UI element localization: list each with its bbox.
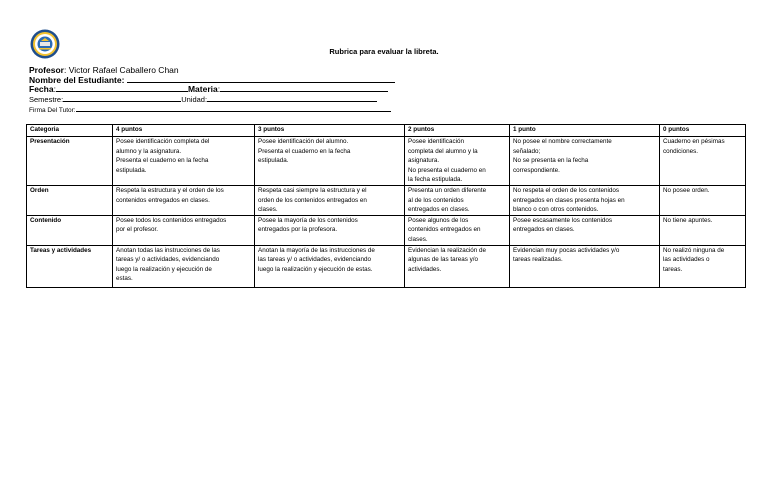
criteria-line: clases.: [258, 206, 278, 214]
header-1-punto: 1 punto: [510, 125, 660, 137]
criteria-cell: [405, 137, 510, 186]
criteria-line: Presenta un orden diferente: [408, 186, 487, 194]
criteria-line: actividades.: [408, 265, 442, 273]
fecha-label: Fecha: [29, 84, 54, 94]
criteria-line: contenidos entregados en: [408, 226, 481, 234]
header-2-puntos: 2 puntos: [405, 125, 510, 137]
criteria-cell: [660, 137, 746, 186]
materia-field[interactable]: [220, 83, 388, 92]
criteria-cell: [255, 215, 405, 245]
criteria-cell: [660, 215, 746, 245]
header-4-puntos: 4 puntos: [113, 125, 255, 137]
table-row: [27, 215, 746, 245]
criteria-cell: [255, 245, 405, 287]
criteria-cell: [405, 185, 510, 215]
criteria-line: Posee la mayoría de los contenidos: [258, 216, 358, 224]
table-row: [27, 245, 746, 287]
criteria-cell: [510, 137, 660, 186]
criteria-cell: [255, 185, 405, 215]
criteria-cell: [660, 185, 746, 215]
category-cell: Contenido: [27, 215, 113, 245]
criteria-line: orden de los contenidos entregados en: [258, 196, 367, 204]
criteria-line: estipulada.: [258, 157, 289, 165]
criteria-line: algunas de las tareas y/o: [408, 256, 479, 264]
estudiante-label: Nombre del Estudiante:: [29, 75, 125, 85]
criteria-line: No realizó ninguna de: [663, 246, 725, 254]
header-3-puntos: 3 puntos: [255, 125, 405, 137]
firma-field[interactable]: [76, 103, 391, 112]
profesor-value: : Victor Rafael Caballero Chan: [63, 65, 179, 75]
criteria-line: Presenta el cuaderno en la fecha: [116, 157, 209, 165]
criteria-line: Posee todos los contenidos entregados: [116, 216, 227, 224]
criteria-cell: [510, 185, 660, 215]
criteria-cell: [113, 137, 255, 186]
header-categoria: Categoria: [27, 125, 113, 137]
criteria-line: contenidos entregados en clases.: [116, 196, 210, 204]
criteria-line: al de los contenidos: [408, 196, 464, 204]
unidad-label: Unidad:: [181, 95, 208, 104]
fecha-materia-line: Fecha: Materia:: [29, 83, 388, 94]
criteria-line: Posee identificación: [408, 138, 465, 145]
firma-label: Firma Del Tutor:: [29, 107, 76, 114]
criteria-line: Anotan la mayoría de las instrucciones de: [258, 246, 375, 254]
criteria-line: Posee algunos de los: [408, 216, 469, 224]
firma-line: [29, 103, 391, 116]
criteria-line: tareas y/ o actividades, evidenciando: [116, 256, 220, 264]
criteria-line: estipulada.: [116, 166, 147, 174]
criteria-line: No respeta el orden de los contenidos: [513, 186, 620, 194]
criteria-cell: [510, 215, 660, 245]
criteria-line: No presenta el cuaderno en: [408, 166, 486, 174]
criteria-line: estas.: [116, 275, 133, 283]
criteria-line: las tareas y/ o actividades, evidenciando: [258, 256, 372, 264]
category-cell: Orden: [27, 185, 113, 215]
criteria-line: completa del alumno y la: [408, 147, 478, 155]
criteria-line: clases.: [408, 235, 428, 243]
criteria-cell: [255, 137, 405, 186]
criteria-line: Posee identificación completa del: [116, 138, 210, 145]
profesor-label: Profesor: [29, 65, 64, 75]
criteria-line: No tiene apuntes.: [663, 216, 713, 224]
criteria-line: entregados en clases presenta hojas en: [513, 196, 625, 204]
criteria-line: luego la realización y ejecución de estas.: [258, 265, 373, 273]
criteria-line: Evidencian muy pocas actividades y/o: [513, 246, 620, 254]
header-0-puntos: 0 puntos: [660, 125, 746, 137]
criteria-line: entregados en clases.: [513, 226, 575, 234]
estudiante-field[interactable]: [127, 74, 395, 83]
document-title: Rubrica para evaluar la libreta.: [329, 47, 439, 56]
criteria-line: luego la realización y ejecución de: [116, 265, 212, 273]
criteria-line: Posee escasamente los contenidos: [513, 216, 613, 224]
criteria-line: No posee el nombre correctamente: [513, 138, 612, 145]
criteria-line: Respeta casi siempre la estructura y el: [258, 186, 367, 194]
criteria-line: tareas.: [663, 265, 683, 273]
criteria-line: entregados por la profesora.: [258, 226, 338, 234]
criteria-line: Evidencian la realización de: [408, 246, 487, 254]
criteria-line: correspondiente.: [513, 166, 560, 174]
table-header-row: [27, 125, 746, 137]
criteria-line: Cuaderno en pésimas: [663, 138, 725, 145]
unidad-field[interactable]: [207, 93, 377, 102]
criteria-line: No se presenta en la fecha: [513, 157, 589, 165]
criteria-line: alumno y la asignatura.: [116, 147, 182, 155]
criteria-line: tareas realizadas.: [513, 256, 563, 264]
rubric-table: [26, 124, 746, 288]
criteria-cell: [510, 245, 660, 287]
criteria-line: entregados en clases.: [408, 206, 470, 214]
semestre-label: Semestre:: [29, 95, 64, 104]
criteria-line: las actividades o: [663, 256, 710, 264]
criteria-line: señalado;: [513, 147, 541, 155]
table-row: [27, 185, 746, 215]
criteria-line: Presenta el cuaderno en la fecha: [258, 147, 351, 155]
category-cell: Presentación: [27, 137, 113, 186]
criteria-line: condiciones.: [663, 147, 699, 155]
criteria-cell: [113, 215, 255, 245]
materia-label: Materia: [187, 84, 218, 94]
criteria-cell: [405, 215, 510, 245]
semestre-field[interactable]: [63, 93, 181, 102]
table-row: [27, 137, 746, 186]
criteria-cell: [405, 245, 510, 287]
criteria-cell: [113, 245, 255, 287]
criteria-line: Posee identificación del alumno.: [258, 138, 349, 145]
fecha-field[interactable]: [56, 83, 188, 92]
criteria-line: No posee orden.: [663, 186, 710, 194]
criteria-line: por el profesor.: [116, 226, 159, 234]
criteria-line: Respeta la estructura y el orden de los: [116, 186, 224, 194]
category-cell: Tareas y actividades: [27, 245, 113, 287]
criteria-line: asignatura.: [408, 157, 440, 165]
criteria-cell: [660, 245, 746, 287]
criteria-line: Anotan todas las instrucciones de las: [116, 246, 220, 254]
criteria-cell: [113, 185, 255, 215]
criteria-line: blanco o con otros contenidos.: [513, 206, 599, 214]
criteria-line: la fecha estipulada.: [408, 176, 463, 184]
